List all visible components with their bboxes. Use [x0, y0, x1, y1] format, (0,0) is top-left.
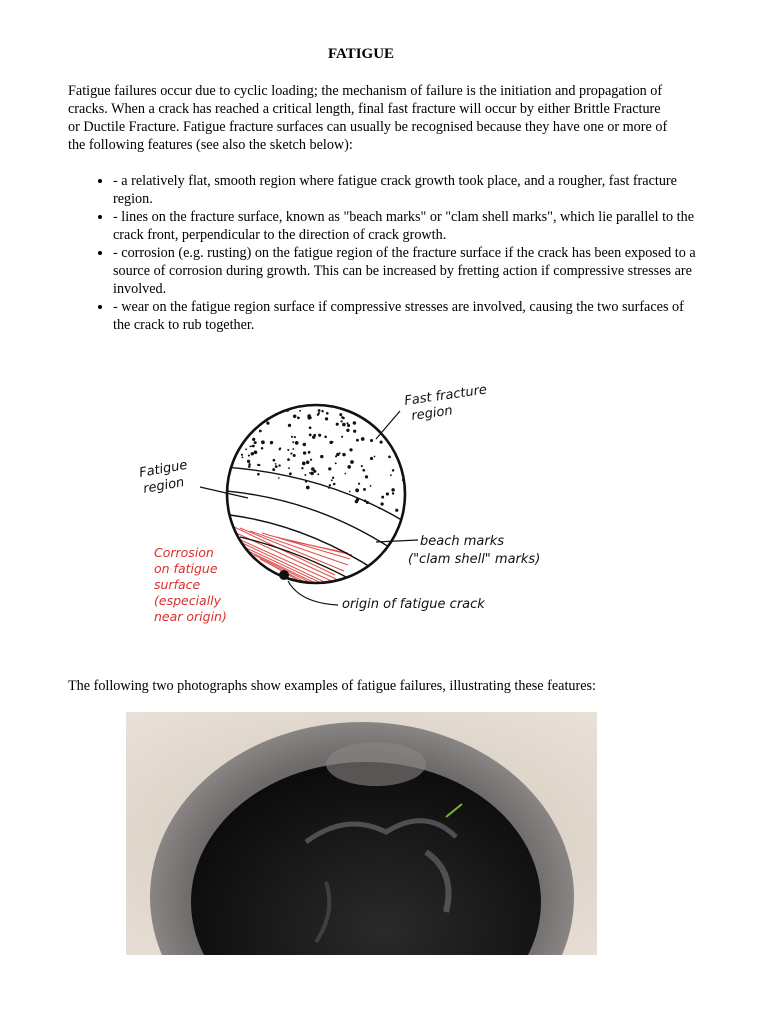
texture-dot — [380, 441, 383, 444]
texture-dot — [406, 497, 408, 499]
feature-item: • - lines on the fracture surface, known as "beach marks" or "clam shell marks", which lie parallel to the crack front, perpendicular to the direction of crack growth. — [113, 208, 703, 244]
texture-dot — [259, 430, 262, 433]
texture-dot — [246, 422, 248, 424]
texture-dot — [299, 410, 301, 412]
texture-dot — [308, 416, 312, 420]
texture-dot — [358, 483, 360, 485]
texture-dot — [332, 477, 334, 479]
fast-fracture-leader — [376, 411, 400, 439]
texture-dot — [340, 420, 342, 422]
texture-dot — [288, 424, 291, 427]
texture-dot — [362, 469, 365, 472]
texture-dot — [310, 459, 312, 461]
texture-dot — [355, 488, 359, 492]
texture-dot — [356, 408, 358, 410]
texture-dot — [306, 461, 310, 465]
beach-marks-leader — [376, 540, 418, 542]
texture-dot — [324, 435, 327, 438]
texture-dot — [370, 457, 373, 460]
texture-dot — [399, 434, 402, 437]
texture-dot — [241, 456, 243, 458]
texture-dot — [292, 441, 294, 443]
texture-dot — [333, 483, 336, 486]
texture-dot — [374, 456, 376, 458]
feature-item: • - wear on the fatigue region surface if compressive stresses are involved, causing the two surfaces of the crack to rub together. — [113, 298, 703, 334]
texture-dot — [291, 436, 293, 438]
texture-dot — [260, 411, 264, 415]
texture-dot — [361, 465, 363, 467]
texture-dot — [356, 439, 359, 442]
corrosion-hatching — [230, 525, 352, 593]
texture-dot — [277, 409, 279, 411]
texture-dot — [303, 451, 306, 454]
texture-dot — [353, 430, 356, 433]
texture-dot — [359, 412, 361, 414]
texture-dot — [325, 417, 328, 420]
texture-dot — [308, 451, 310, 453]
texture-dot — [329, 484, 331, 486]
texture-dot — [344, 473, 346, 475]
texture-dot — [331, 479, 333, 481]
texture-dot — [233, 447, 236, 450]
texture-dot — [244, 414, 246, 416]
texture-dot — [347, 424, 350, 427]
texture-dot — [328, 467, 331, 470]
texture-dot — [395, 426, 397, 428]
texture-dot — [342, 453, 345, 456]
texture-dot — [321, 410, 323, 412]
texture-dot — [278, 477, 280, 479]
texture-dot — [295, 441, 299, 445]
label-fast-fracture: Fast fracture — [403, 382, 488, 409]
texture-dot — [294, 436, 296, 438]
texture-dot — [373, 422, 375, 424]
texture-dot — [248, 463, 251, 466]
texture-dot — [392, 469, 395, 472]
texture-dot — [230, 449, 233, 452]
texture-dot — [370, 485, 372, 487]
texture-dot — [318, 434, 321, 437]
texture-dot — [251, 452, 254, 455]
texture-dot — [293, 454, 296, 457]
label-beach-marks: beach marks — [420, 534, 505, 549]
texture-dot — [406, 438, 408, 440]
feature-list — [68, 172, 703, 334]
label-origin: origin of fatigue crack — [342, 597, 485, 612]
texture-dot — [386, 492, 389, 495]
texture-dot — [261, 440, 265, 444]
texture-dot — [349, 406, 351, 408]
texture-dot — [252, 438, 255, 441]
fatigue-fracture-sketch — [130, 365, 590, 645]
texture-dot — [279, 448, 281, 450]
texture-dot — [290, 453, 292, 455]
texture-dot — [301, 467, 303, 469]
texture-dot — [335, 462, 337, 464]
texture-dot — [232, 409, 234, 411]
texture-dot — [341, 436, 343, 438]
texture-dot — [350, 460, 354, 464]
texture-dot — [366, 415, 370, 419]
texture-dot — [317, 473, 319, 475]
texture-dot — [310, 472, 314, 476]
texture-dot — [391, 488, 395, 492]
texture-dot — [261, 415, 263, 417]
texture-dot — [266, 422, 269, 425]
texture-dot — [306, 486, 310, 490]
texture-dot — [309, 426, 312, 429]
texture-dot — [349, 491, 351, 493]
texture-dot — [326, 412, 329, 415]
origin-leader — [288, 581, 338, 605]
texture-dot — [275, 465, 278, 468]
label-fast-fracture-region: region — [410, 403, 454, 424]
texture-dot — [347, 407, 349, 409]
texture-dot — [385, 433, 388, 436]
fast-fracture-texture — [228, 406, 409, 516]
texture-dot — [390, 474, 392, 476]
texture-dot — [318, 409, 321, 412]
label-clam-shell-marks: ("clam shell" marks) — [408, 552, 541, 567]
photo-caption: The following two photographs show examples of fatigue failures, illustrating these features: — [68, 678, 596, 694]
texture-dot — [365, 475, 368, 478]
texture-dot — [241, 454, 243, 456]
feature-item: • - corrosion (e.g. rusting) on the fatigue region of the fracture surface if the crack has been exposed to a source of corrosion during growth. This can be increased by fretting action if compressive stresses are involved. — [113, 244, 703, 298]
texture-dot — [252, 445, 255, 448]
texture-dot — [255, 424, 257, 426]
texture-dot — [401, 428, 404, 431]
texture-dot — [403, 415, 406, 418]
texture-dot — [339, 452, 341, 454]
texture-dot — [297, 417, 300, 420]
label-corrosion-2: on fatigue — [154, 561, 218, 576]
texture-dot — [241, 421, 244, 424]
texture-dot — [304, 474, 306, 476]
texture-dot — [245, 448, 247, 450]
label-corrosion-5: near origin) — [154, 609, 227, 624]
texture-dot — [388, 456, 391, 459]
texture-dot — [254, 441, 257, 444]
label-corrosion-4: (especially — [154, 593, 222, 608]
texture-dot — [254, 450, 258, 454]
texture-dot — [309, 472, 311, 474]
texture-dot — [400, 406, 402, 408]
texture-dot — [380, 502, 383, 505]
texture-dot — [278, 464, 280, 466]
texture-dot — [386, 432, 388, 434]
texture-dot — [257, 473, 260, 476]
beach-mark-lines — [225, 467, 410, 579]
texture-dot — [260, 411, 262, 413]
texture-dot — [261, 447, 264, 450]
label-fatigue: Fatigue — [138, 457, 189, 481]
texture-dot — [392, 492, 394, 494]
texture-dot — [250, 427, 252, 429]
label-corrosion-3: surface — [154, 577, 201, 592]
texture-dot — [248, 455, 250, 457]
texture-dot — [320, 455, 323, 458]
texture-dot — [272, 468, 275, 471]
page-title: FATIGUE — [327, 46, 395, 62]
texture-dot — [332, 441, 334, 443]
texture-dot — [363, 488, 366, 491]
texture-dot — [309, 434, 312, 437]
texture-dot — [342, 417, 345, 420]
texture-dot — [346, 429, 349, 432]
texture-dot — [353, 421, 356, 424]
texture-dot — [393, 408, 395, 410]
texture-dot — [233, 413, 236, 416]
texture-dot — [349, 448, 352, 451]
texture-dot — [271, 406, 275, 410]
texture-dot — [404, 427, 406, 429]
texture-dot — [403, 420, 406, 423]
texture-dot — [275, 463, 277, 465]
feature-item: • - a relatively flat, smooth region where fatigue crack growth took place, and a rougher, fast fracture region. — [113, 172, 703, 208]
texture-dot — [248, 465, 251, 468]
texture-dot — [399, 451, 403, 455]
texture-dot — [348, 465, 350, 467]
intro-paragraph: Fatigue failures occur due to cyclic loading; the mechanism of failure is the initiation and propagation of cracks. When a crack has reached a critical length, final fast fracture will occur by either Brittle Fracture or Ductile Fracture. Fatigue fracture surfaces can usually be recognised because they have one or more of the following features (see also the sketch below): — [68, 83, 668, 153]
texture-dot — [249, 445, 251, 447]
fatigue-failure-photo — [126, 712, 597, 955]
texture-dot — [339, 413, 342, 416]
texture-dot — [288, 467, 290, 469]
texture-dot — [247, 416, 249, 418]
texture-dot — [336, 423, 339, 426]
texture-dot — [257, 464, 259, 466]
texture-dot — [287, 449, 289, 451]
texture-dot — [312, 436, 315, 439]
texture-dot — [247, 460, 250, 463]
texture-dot — [407, 419, 410, 422]
texture-dot — [273, 459, 276, 462]
label-fatigue-region: region — [142, 474, 186, 497]
crack-origin-marker — [279, 570, 289, 580]
texture-dot — [313, 470, 316, 473]
texture-dot — [303, 443, 306, 446]
texture-dot — [292, 448, 294, 450]
texture-dot — [395, 434, 399, 438]
texture-dot — [228, 460, 231, 463]
texture-dot — [317, 414, 319, 416]
texture-dot — [293, 415, 297, 419]
texture-dot — [370, 439, 373, 442]
texture-dot — [395, 509, 398, 512]
texture-dot — [287, 458, 290, 461]
label-corrosion: Corrosion — [154, 545, 214, 560]
texture-dot — [361, 437, 365, 441]
texture-dot — [400, 454, 403, 457]
texture-dot — [270, 442, 272, 444]
texture-dot — [289, 472, 292, 475]
texture-dot — [302, 462, 306, 466]
texture-dot — [342, 423, 346, 427]
texture-dot — [381, 496, 384, 499]
